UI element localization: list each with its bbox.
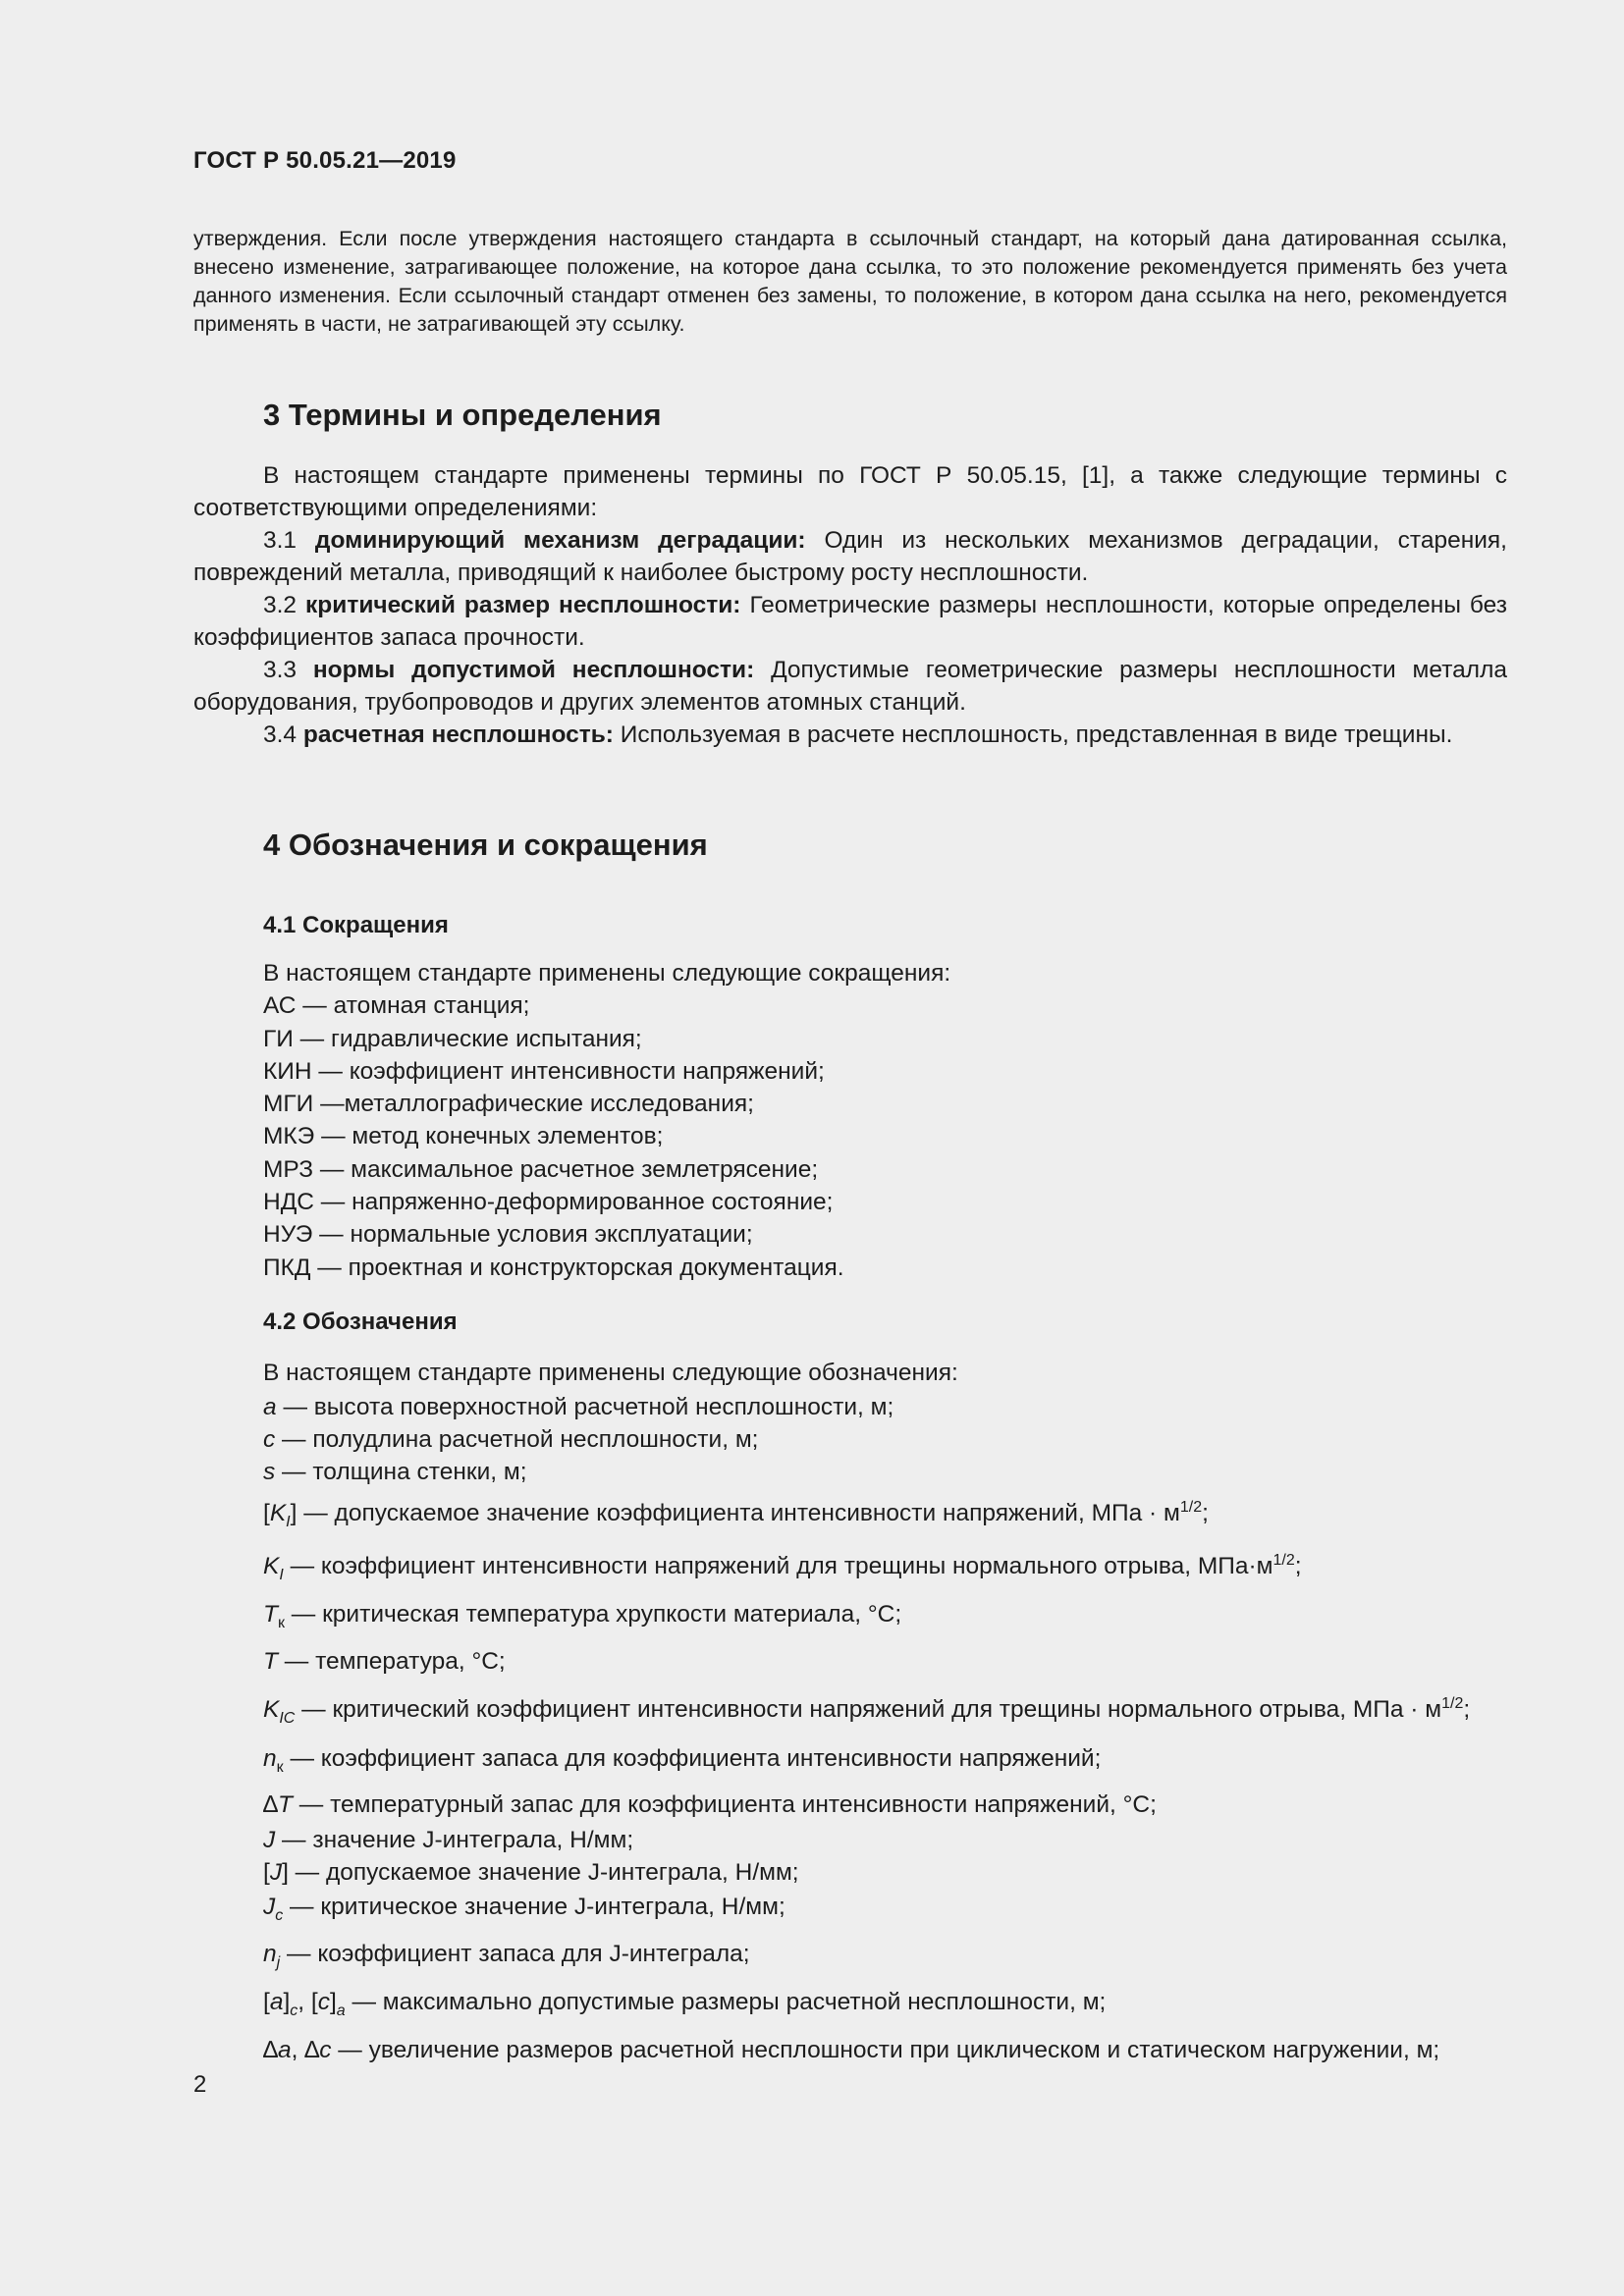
symbol-item: T — температура, °C; — [263, 1647, 506, 1675]
list-item: В настоящем стандарте применены следующие сокращения: — [263, 960, 951, 987]
intro-paragraph — [193, 225, 1507, 339]
term-3-2: 3.2 критический размер несплошности: Геометрические размеры несплошности, которые определены без коэффициентов запаса прочности. — [193, 592, 1507, 651]
symbol-item: ∆T — температурный запас для коэффициента интенсивности напряжений, °C; — [263, 1790, 1157, 1818]
symbol-item: $K_I$ — коэффициент интенсивности напряжений для трещины нормального отрыва, $МПа\cdot м^{1/2}$; — [263, 1552, 1302, 1584]
symbol-item: ∆a, ∆c — увеличение размеров расчетной несплошности при циклическом и статическом нагружении, м; — [263, 2036, 1440, 2063]
list-item: КИН — коэффициент интенсивности напряжений; — [263, 1057, 825, 1085]
list-item: АС — атомная станция; — [263, 992, 530, 1020]
page-number: 2 — [193, 2071, 207, 2098]
list-item: НУЭ — нормальные условия эксплуатации; — [263, 1221, 753, 1249]
symbol-item: $K_{IC}$ — критический коэффициент интенсивности напряжений для трещины нормального отрыва, МПа · $м^{1/2}$; — [263, 1694, 1471, 1728]
symbol-item: $[a]_c$, $[c]_a$ — максимально допустимые размеры расчетной несплошности, м; — [263, 1988, 1107, 2019]
symbol-item: $n_к$ — коэффициент запаса для коэффициента интенсивности напряжений; — [263, 1745, 1102, 1776]
list-item: ПКД — проектная и конструкторская документация. — [263, 1254, 844, 1281]
symbol-item: $J_c$ — критическое значение J-интеграла, Н/мм; — [263, 1893, 785, 1924]
symbols-list — [193, 1356, 1507, 2066]
list-item: ГИ — гидравлические испытания; — [263, 1025, 642, 1052]
list-item: МКЭ — метод конечных элементов; — [263, 1123, 664, 1150]
section-3-title: 3 Термины и определения — [263, 398, 662, 432]
term-3-4: 3.4 расчетная несплошность: Используемая в расчете несплошность, представленная в виде трещины. — [263, 721, 1453, 748]
list-item: МРЗ — максимальное расчетное землетрясение; — [263, 1155, 819, 1183]
symbol-item: $n_j$ — коэффициент запаса для J-интеграла; — [263, 1940, 750, 1971]
term-3-3: 3.3 нормы допустимой несплошности: Допустимые геометрические размеры несплошности металла оборудования, трубопроводов и других элементов атомных станций. — [193, 657, 1507, 716]
section-3-body — [193, 459, 1507, 751]
section-4-2-title: 4.2 Обозначения — [263, 1308, 458, 1335]
abbreviations-list — [263, 957, 1507, 1284]
symbol-item: s — толщина стенки, м; — [263, 1459, 527, 1485]
symbol-item: a — высота поверхностной расчетной несплошности, м; — [263, 1394, 894, 1420]
symbols-intro: В настоящем стандарте применены следующие обозначения: — [263, 1360, 958, 1386]
term-3-1: 3.1 доминирующий механизм деградации: Один из нескольких механизмов деградации, старения, повреждений металла, приводящий к наиболее быстрому росту несплошности. — [193, 527, 1507, 586]
symbol-item: J — значение J-интеграла, Н/мм; — [263, 1826, 634, 1853]
list-item: НДС — напряженно-деформированное состояние; — [263, 1189, 834, 1216]
symbol-item: [J] — допускаемое значение J-интеграла, Н/мм; — [263, 1858, 799, 1886]
section-3-intro: В настоящем стандарте применены термины по ГОСТ Р 50.05.15, [1], а также следующие термины с соответствующими определениями: — [193, 462, 1507, 521]
symbol-item: c — полудлина расчетной несплошности, м; — [263, 1426, 759, 1453]
symbol-item: $[K_I]$ — допускаемое значение коэффициента интенсивности напряжений, МПа · $м^{1/2}$; — [263, 1499, 1209, 1531]
document-header: ГОСТ Р 50.05.21—2019 — [193, 147, 457, 174]
intro-text: утверждения. Если после утверждения настоящего стандарта в ссылочный стандарт, на который дана датированная ссылка, внесено изменение, затрагивающее положение, на которое дана ссылка, то это положение рекомендуется применять без учета данного изменения. Если ссылочный стандарт отменен без замены, то положение, в котором дана ссылка на него, рекомендуется применять в части, не затрагивающей эту ссылку. — [193, 227, 1507, 336]
section-4-title: 4 Обозначения и сокращения — [263, 828, 708, 862]
section-4-1-title: 4.1 Сокращения — [263, 912, 449, 938]
list-item: МГИ —металлографические исследования; — [263, 1091, 754, 1118]
symbol-item: $T_к$ — критическая температура хрупкости материала, °C; — [263, 1601, 902, 1631]
